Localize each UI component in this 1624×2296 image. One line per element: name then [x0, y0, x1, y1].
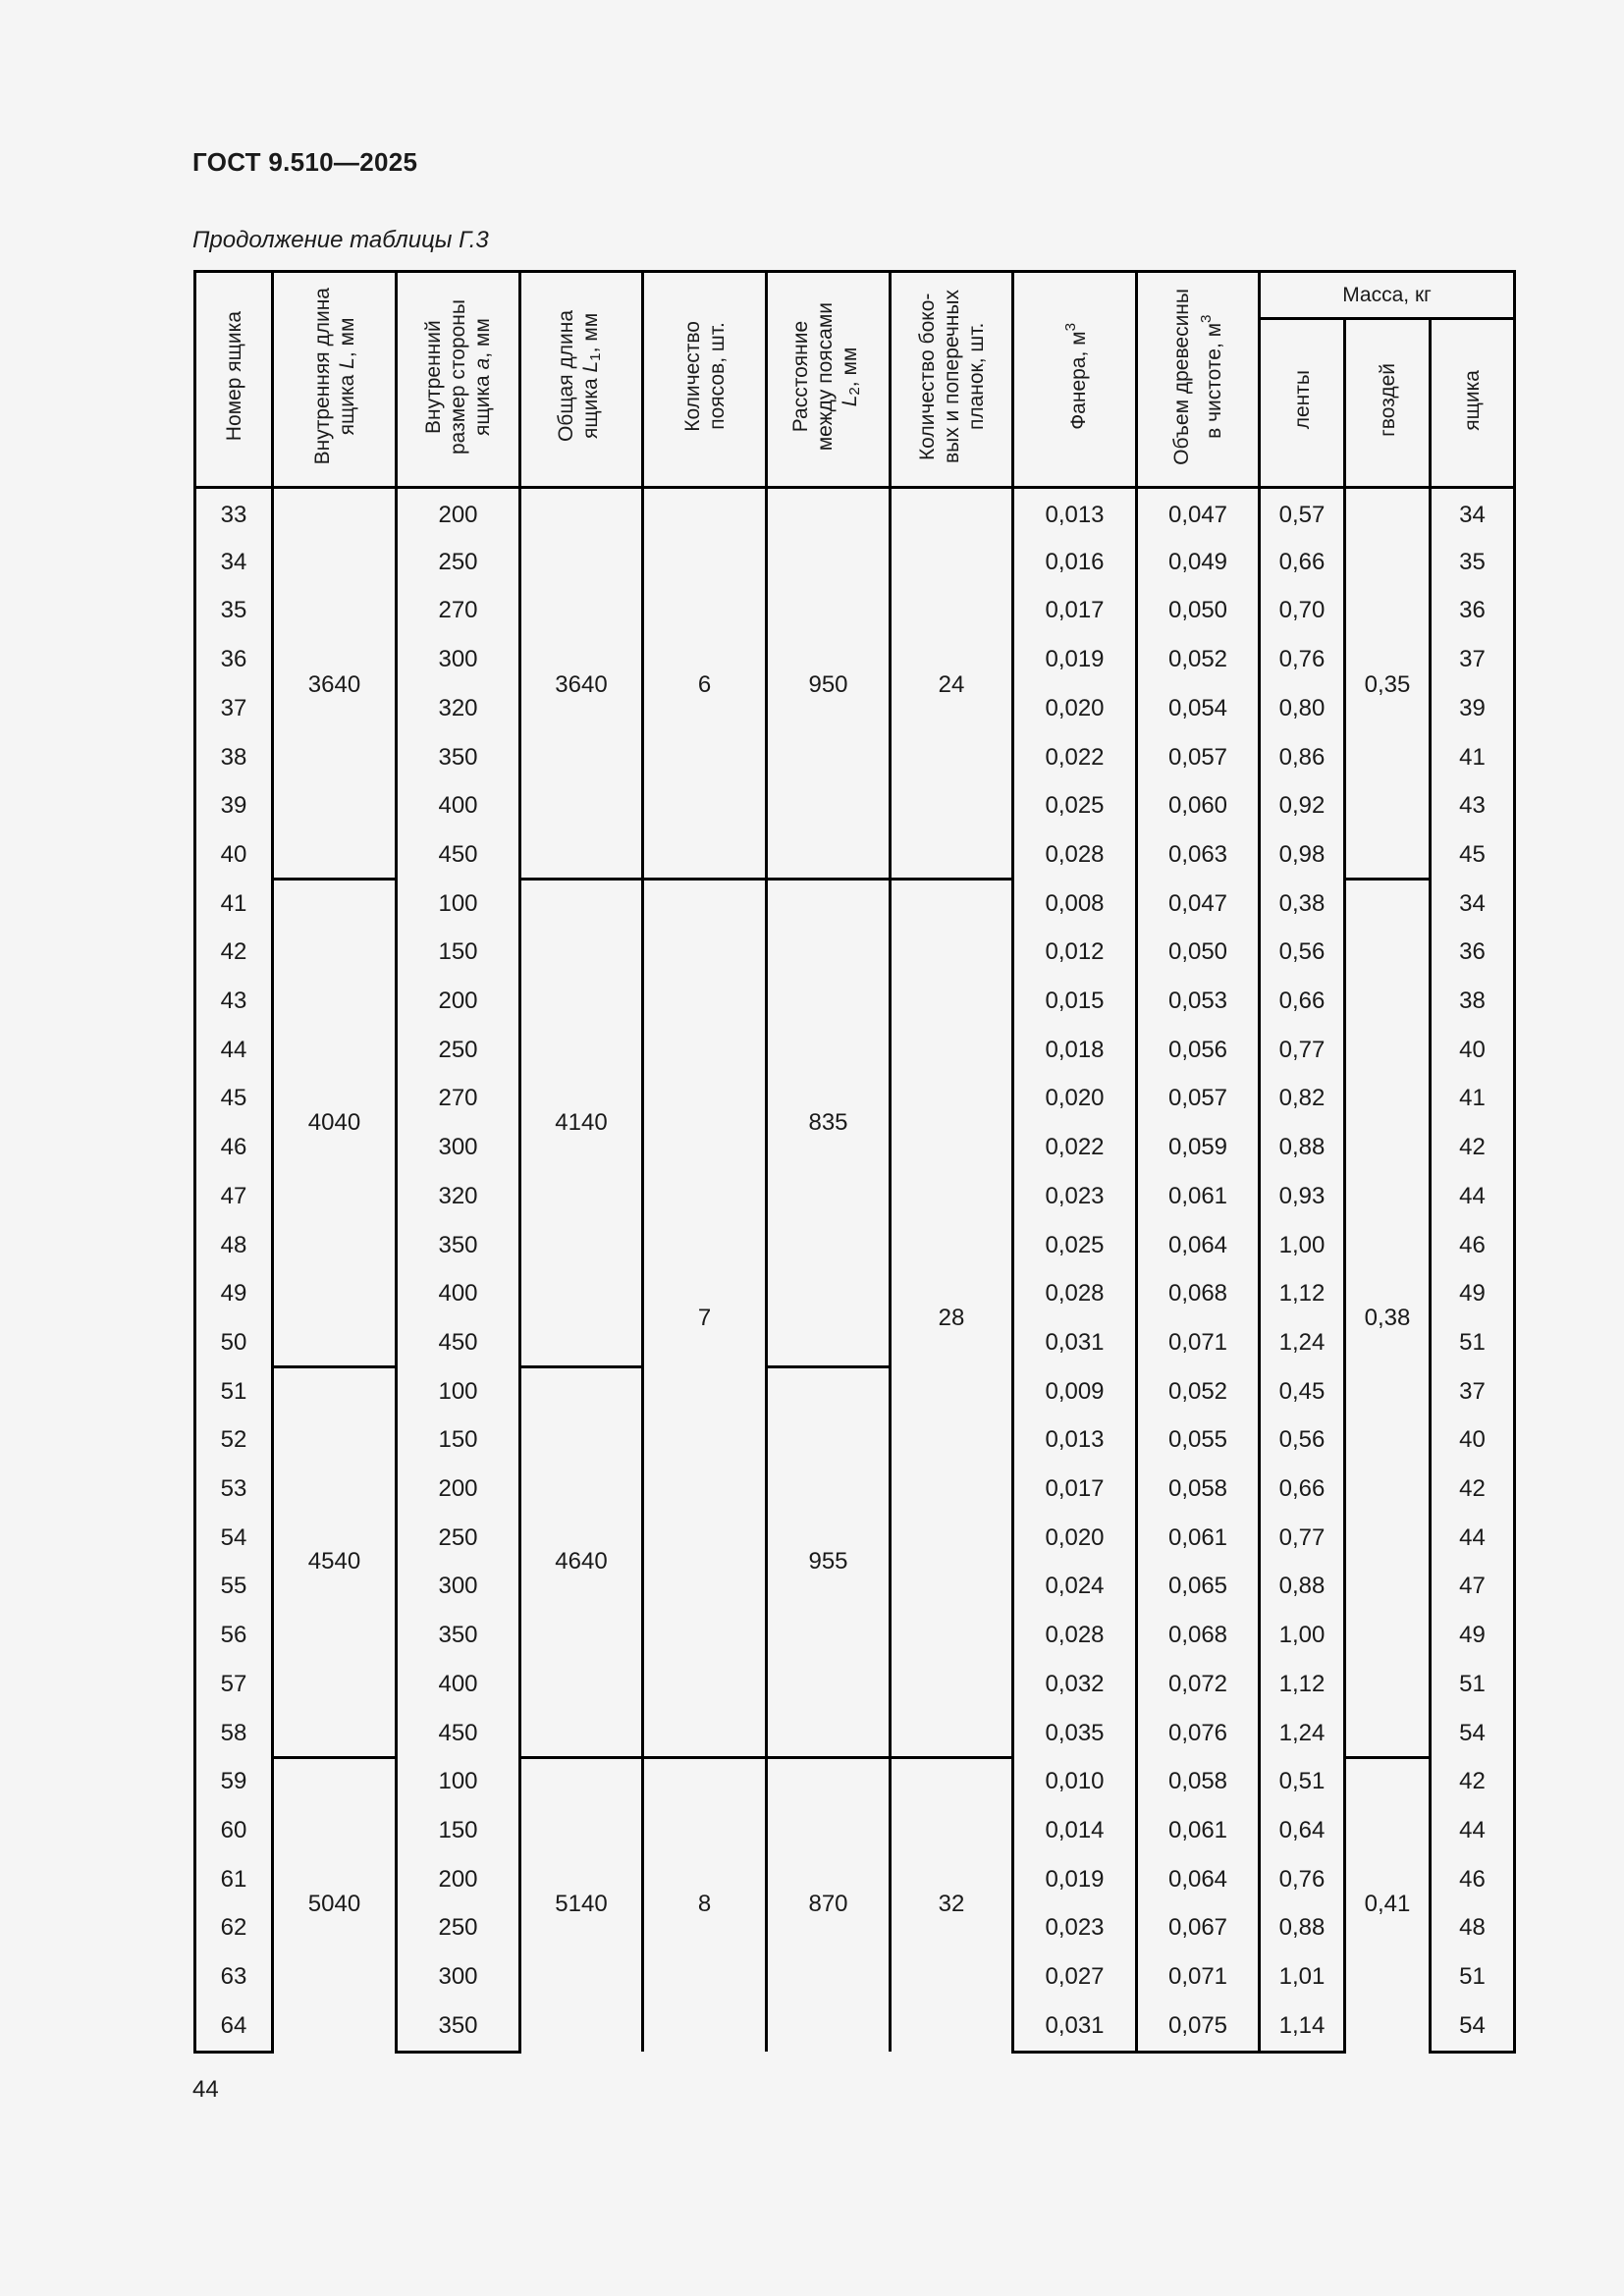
plywood-volume-cell: 0,022 [1013, 1123, 1137, 1172]
box-number-cell: 47 [195, 1172, 273, 1221]
inner-side-cell: 300 [397, 1952, 520, 2002]
mass-box-cell: 49 [1431, 1269, 1515, 1318]
inner-side-cell: 450 [397, 1318, 520, 1367]
plywood-volume-cell: 0,008 [1013, 880, 1137, 929]
belts-count-cell: 7 [643, 880, 767, 1758]
box-number-cell: 37 [195, 684, 273, 733]
inner-side-cell: 100 [397, 1757, 520, 1806]
box-number-cell: 54 [195, 1514, 273, 1563]
mass-tape-cell: 1,01 [1260, 1952, 1345, 2002]
mass-tape-cell: 1,00 [1260, 1221, 1345, 1270]
inner-side-cell: 250 [397, 1903, 520, 1952]
box-number-cell: 52 [195, 1415, 273, 1465]
box-number-cell: 63 [195, 1952, 273, 2002]
document-title: ГОСТ 9.510—2025 [192, 147, 418, 177]
wood-volume-cell: 0,064 [1137, 1221, 1260, 1270]
inner-side-cell: 300 [397, 1562, 520, 1611]
col-header-inner-length: Внутренняя длина ящика L, мм [273, 272, 397, 488]
mass-tape-cell: 0,56 [1260, 928, 1345, 977]
mass-box-cell: 34 [1431, 488, 1515, 538]
plywood-volume-cell: 0,035 [1013, 1709, 1137, 1758]
plywood-volume-cell: 0,023 [1013, 1172, 1137, 1221]
mass-tape-cell: 0,64 [1260, 1806, 1345, 1855]
wood-volume-cell: 0,052 [1137, 635, 1260, 684]
box-number-cell: 58 [195, 1709, 273, 1758]
wood-volume-cell: 0,059 [1137, 1123, 1260, 1172]
mass-tape-cell: 1,12 [1260, 1660, 1345, 1709]
mass-box-cell: 48 [1431, 1903, 1515, 1952]
mass-tape-cell: 0,56 [1260, 1415, 1345, 1465]
plywood-volume-cell: 0,015 [1013, 977, 1137, 1026]
wood-volume-cell: 0,056 [1137, 1026, 1260, 1075]
inner-side-cell: 270 [397, 1074, 520, 1123]
mass-box-cell: 37 [1431, 1367, 1515, 1416]
mass-box-cell: 34 [1431, 880, 1515, 929]
mass-tape-cell: 0,76 [1260, 1855, 1345, 1904]
mass-box-cell: 40 [1431, 1415, 1515, 1465]
box-number-cell: 55 [195, 1562, 273, 1611]
table-row [195, 1367, 1515, 1416]
mass-tape-cell: 0,66 [1260, 1465, 1345, 1514]
plywood-volume-cell: 0,019 [1013, 1855, 1137, 1904]
mass-box-cell: 47 [1431, 1562, 1515, 1611]
wood-volume-cell: 0,061 [1137, 1514, 1260, 1563]
inner-side-cell: 450 [397, 830, 520, 880]
plywood-volume-cell: 0,018 [1013, 1026, 1137, 1075]
box-number-cell: 60 [195, 1806, 273, 1855]
mass-tape-cell: 0,88 [1260, 1562, 1345, 1611]
box-number-cell: 61 [195, 1855, 273, 1904]
inner-side-cell: 350 [397, 2002, 520, 2052]
mass-box-cell: 54 [1431, 1709, 1515, 1758]
plywood-volume-cell: 0,017 [1013, 586, 1137, 635]
plywood-volume-cell: 0,013 [1013, 1415, 1137, 1465]
box-number-cell: 45 [195, 1074, 273, 1123]
plywood-volume-cell: 0,019 [1013, 635, 1137, 684]
mass-tape-cell: 0,45 [1260, 1367, 1345, 1416]
box-number-cell: 46 [195, 1123, 273, 1172]
mass-box-cell: 44 [1431, 1514, 1515, 1563]
box-number-cell: 42 [195, 928, 273, 977]
wood-volume-cell: 0,060 [1137, 781, 1260, 830]
box-number-cell: 51 [195, 1367, 273, 1416]
plywood-volume-cell: 0,020 [1013, 684, 1137, 733]
mass-tape-cell: 0,88 [1260, 1123, 1345, 1172]
box-number-cell: 57 [195, 1660, 273, 1709]
planks-count-cell: 24 [891, 488, 1013, 880]
mass-tape-cell: 0,76 [1260, 635, 1345, 684]
inner-side-cell: 200 [397, 1465, 520, 1514]
wood-volume-cell: 0,072 [1137, 1660, 1260, 1709]
wood-volume-cell: 0,055 [1137, 1415, 1260, 1465]
mass-tape-cell: 1,14 [1260, 2002, 1345, 2052]
plywood-volume-cell: 0,023 [1013, 1903, 1137, 1952]
mass-tape-cell: 0,38 [1260, 880, 1345, 929]
mass-box-cell: 45 [1431, 830, 1515, 880]
mass-box-cell: 36 [1431, 928, 1515, 977]
inner-length-cell: 5040 [273, 1757, 397, 2052]
plywood-volume-cell: 0,031 [1013, 2002, 1137, 2052]
inner-side-cell: 400 [397, 781, 520, 830]
mass-box-cell: 51 [1431, 1660, 1515, 1709]
total-length-cell: 4140 [520, 880, 643, 1367]
table-row [195, 488, 1515, 538]
wood-volume-cell: 0,064 [1137, 1855, 1260, 1904]
mass-tape-cell: 0,77 [1260, 1026, 1345, 1075]
mass-box-cell: 41 [1431, 1074, 1515, 1123]
box-number-cell: 48 [195, 1221, 273, 1270]
inner-side-cell: 400 [397, 1269, 520, 1318]
wood-volume-cell: 0,071 [1137, 1318, 1260, 1367]
planks-count-cell: 28 [891, 880, 1013, 1758]
mass-box-cell: 40 [1431, 1026, 1515, 1075]
mass-tape-cell: 0,98 [1260, 830, 1345, 880]
plywood-volume-cell: 0,009 [1013, 1367, 1137, 1416]
box-number-cell: 33 [195, 488, 273, 538]
mass-box-cell: 42 [1431, 1123, 1515, 1172]
box-number-cell: 56 [195, 1611, 273, 1660]
col-header-inner-side: Внутренний размер стороны ящика a, мм [397, 272, 520, 488]
box-number-cell: 34 [195, 538, 273, 587]
inner-side-cell: 200 [397, 1855, 520, 1904]
wood-volume-cell: 0,067 [1137, 1903, 1260, 1952]
inner-side-cell: 250 [397, 1026, 520, 1075]
col-header-belts-count: Количество поясов, шт. [643, 272, 767, 488]
plywood-volume-cell: 0,024 [1013, 1562, 1137, 1611]
boxes-table [193, 270, 1516, 2054]
total-length-cell: 4640 [520, 1367, 643, 1758]
col-header-mass-box: ящика [1431, 319, 1515, 488]
page-number: 44 [192, 2076, 219, 2103]
box-number-cell: 36 [195, 635, 273, 684]
belts-count-cell: 8 [643, 1757, 767, 2052]
plywood-volume-cell: 0,020 [1013, 1514, 1137, 1563]
col-header-number: Номер ящика [195, 272, 273, 488]
mass-tape-cell: 0,86 [1260, 733, 1345, 782]
box-number-cell: 35 [195, 586, 273, 635]
inner-side-cell: 400 [397, 1660, 520, 1709]
plywood-volume-cell: 0,028 [1013, 1269, 1137, 1318]
mass-box-cell: 44 [1431, 1172, 1515, 1221]
box-number-cell: 59 [195, 1757, 273, 1806]
wood-volume-cell: 0,058 [1137, 1465, 1260, 1514]
mass-tape-cell: 0,92 [1260, 781, 1345, 830]
mass-tape-cell: 0,93 [1260, 1172, 1345, 1221]
plywood-volume-cell: 0,028 [1013, 1611, 1137, 1660]
mass-tape-cell: 0,77 [1260, 1514, 1345, 1563]
mass-box-cell: 54 [1431, 2002, 1515, 2052]
wood-volume-cell: 0,068 [1137, 1611, 1260, 1660]
mass-tape-cell: 0,82 [1260, 1074, 1345, 1123]
inner-side-cell: 320 [397, 684, 520, 733]
mass-tape-cell: 0,88 [1260, 1903, 1345, 1952]
inner-side-cell: 150 [397, 1806, 520, 1855]
wood-volume-cell: 0,054 [1137, 684, 1260, 733]
inner-side-cell: 350 [397, 1221, 520, 1270]
inner-side-cell: 320 [397, 1172, 520, 1221]
wood-volume-cell: 0,065 [1137, 1562, 1260, 1611]
inner-side-cell: 300 [397, 635, 520, 684]
mass-nails-cell: 0,38 [1345, 880, 1431, 1758]
wood-volume-cell: 0,058 [1137, 1757, 1260, 1806]
plywood-volume-cell: 0,022 [1013, 733, 1137, 782]
inner-side-cell: 250 [397, 538, 520, 587]
inner-side-cell: 150 [397, 1415, 520, 1465]
inner-side-cell: 350 [397, 733, 520, 782]
col-header-belt-distance: Расстояние между поясами $L_2$, мм [767, 272, 891, 488]
box-number-cell: 62 [195, 1903, 273, 1952]
plywood-volume-cell: 0,013 [1013, 488, 1137, 538]
box-number-cell: 49 [195, 1269, 273, 1318]
table-row [195, 880, 1515, 929]
plywood-volume-cell: 0,017 [1013, 1465, 1137, 1514]
col-header-mass-tape: ленты [1260, 319, 1345, 488]
mass-box-cell: 35 [1431, 538, 1515, 587]
plywood-volume-cell: 0,027 [1013, 1952, 1137, 2002]
mass-tape-cell: 1,00 [1260, 1611, 1345, 1660]
wood-volume-cell: 0,047 [1137, 880, 1260, 929]
plywood-volume-cell: 0,028 [1013, 830, 1137, 880]
belt-distance-cell: 955 [767, 1367, 891, 1758]
box-number-cell: 38 [195, 733, 273, 782]
mass-tape-cell: 0,51 [1260, 1757, 1345, 1806]
box-number-cell: 40 [195, 830, 273, 880]
col-header-planks-count: Количество боко- вых и поперечных планок, шт. [891, 272, 1013, 488]
wood-volume-cell: 0,047 [1137, 488, 1260, 538]
mass-box-cell: 46 [1431, 1855, 1515, 1904]
box-number-cell: 50 [195, 1318, 273, 1367]
mass-tape-cell: 1,12 [1260, 1269, 1345, 1318]
plywood-volume-cell: 0,031 [1013, 1318, 1137, 1367]
inner-side-cell: 270 [397, 586, 520, 635]
inner-side-cell: 250 [397, 1514, 520, 1563]
mass-box-cell: 41 [1431, 733, 1515, 782]
mass-box-cell: 46 [1431, 1221, 1515, 1270]
inner-side-cell: 350 [397, 1611, 520, 1660]
inner-length-cell: 4540 [273, 1367, 397, 1758]
mass-box-cell: 43 [1431, 781, 1515, 830]
belts-count-cell: 6 [643, 488, 767, 880]
col-header-wood-volume: Объем древесины в чистоте, $м^3$ [1137, 272, 1260, 488]
mass-box-cell: 42 [1431, 1465, 1515, 1514]
plywood-volume-cell: 0,016 [1013, 538, 1137, 587]
mass-box-cell: 39 [1431, 684, 1515, 733]
plywood-volume-cell: 0,012 [1013, 928, 1137, 977]
total-length-cell: 3640 [520, 488, 643, 880]
mass-tape-cell: 0,66 [1260, 538, 1345, 587]
belt-distance-cell: 870 [767, 1757, 891, 2052]
inner-length-cell: 4040 [273, 880, 397, 1367]
wood-volume-cell: 0,061 [1137, 1806, 1260, 1855]
col-header-mass-nails: гвоздей [1345, 319, 1431, 488]
mass-box-cell: 37 [1431, 635, 1515, 684]
plywood-volume-cell: 0,014 [1013, 1806, 1137, 1855]
wood-volume-cell: 0,057 [1137, 733, 1260, 782]
mass-box-cell: 36 [1431, 586, 1515, 635]
mass-tape-cell: 0,70 [1260, 586, 1345, 635]
mass-box-cell: 51 [1431, 1952, 1515, 2002]
plywood-volume-cell: 0,010 [1013, 1757, 1137, 1806]
mass-tape-cell: 0,57 [1260, 488, 1345, 538]
mass-tape-cell: 0,66 [1260, 977, 1345, 1026]
mass-tape-cell: 1,24 [1260, 1709, 1345, 1758]
mass-box-cell: 49 [1431, 1611, 1515, 1660]
box-number-cell: 44 [195, 1026, 273, 1075]
box-number-cell: 43 [195, 977, 273, 1026]
inner-side-cell: 200 [397, 977, 520, 1026]
table-caption: Продолжение таблицы Г.3 [192, 227, 489, 253]
box-number-cell: 41 [195, 880, 273, 929]
belt-distance-cell: 835 [767, 880, 891, 1367]
planks-count-cell: 32 [891, 1757, 1013, 2052]
inner-length-cell: 3640 [273, 488, 397, 880]
col-header-mass: Масса, кг [1260, 272, 1515, 319]
mass-nails-cell: 0,41 [1345, 1757, 1431, 2052]
mass-tape-cell: 0,80 [1260, 684, 1345, 733]
wood-volume-cell: 0,057 [1137, 1074, 1260, 1123]
inner-side-cell: 100 [397, 880, 520, 929]
plywood-volume-cell: 0,020 [1013, 1074, 1137, 1123]
col-header-total-length: Общая длина ящика $L_1$, мм [520, 272, 643, 488]
wood-volume-cell: 0,050 [1137, 586, 1260, 635]
box-number-cell: 64 [195, 2002, 273, 2052]
mass-box-cell: 51 [1431, 1318, 1515, 1367]
mass-box-cell: 38 [1431, 977, 1515, 1026]
wood-volume-cell: 0,071 [1137, 1952, 1260, 2002]
plywood-volume-cell: 0,025 [1013, 781, 1137, 830]
wood-volume-cell: 0,049 [1137, 538, 1260, 587]
box-number-cell: 53 [195, 1465, 273, 1514]
mass-tape-cell: 1,24 [1260, 1318, 1345, 1367]
wood-volume-cell: 0,053 [1137, 977, 1260, 1026]
total-length-cell: 5140 [520, 1757, 643, 2052]
belt-distance-cell: 950 [767, 488, 891, 880]
mass-box-cell: 44 [1431, 1806, 1515, 1855]
plywood-volume-cell: 0,032 [1013, 1660, 1137, 1709]
wood-volume-cell: 0,075 [1137, 2002, 1260, 2052]
wood-volume-cell: 0,063 [1137, 830, 1260, 880]
plywood-volume-cell: 0,025 [1013, 1221, 1137, 1270]
inner-side-cell: 450 [397, 1709, 520, 1758]
wood-volume-cell: 0,052 [1137, 1367, 1260, 1416]
inner-side-cell: 150 [397, 928, 520, 977]
inner-side-cell: 300 [397, 1123, 520, 1172]
mass-nails-cell: 0,35 [1345, 488, 1431, 880]
col-header-plywood: Фанера, $м^3$ [1013, 272, 1137, 488]
inner-side-cell: 200 [397, 488, 520, 538]
wood-volume-cell: 0,061 [1137, 1172, 1260, 1221]
wood-volume-cell: 0,050 [1137, 928, 1260, 977]
mass-box-cell: 42 [1431, 1757, 1515, 1806]
table-body [195, 488, 1515, 2053]
box-number-cell: 39 [195, 781, 273, 830]
wood-volume-cell: 0,076 [1137, 1709, 1260, 1758]
inner-side-cell: 100 [397, 1367, 520, 1416]
wood-volume-cell: 0,068 [1137, 1269, 1260, 1318]
table-row [195, 1757, 1515, 1806]
